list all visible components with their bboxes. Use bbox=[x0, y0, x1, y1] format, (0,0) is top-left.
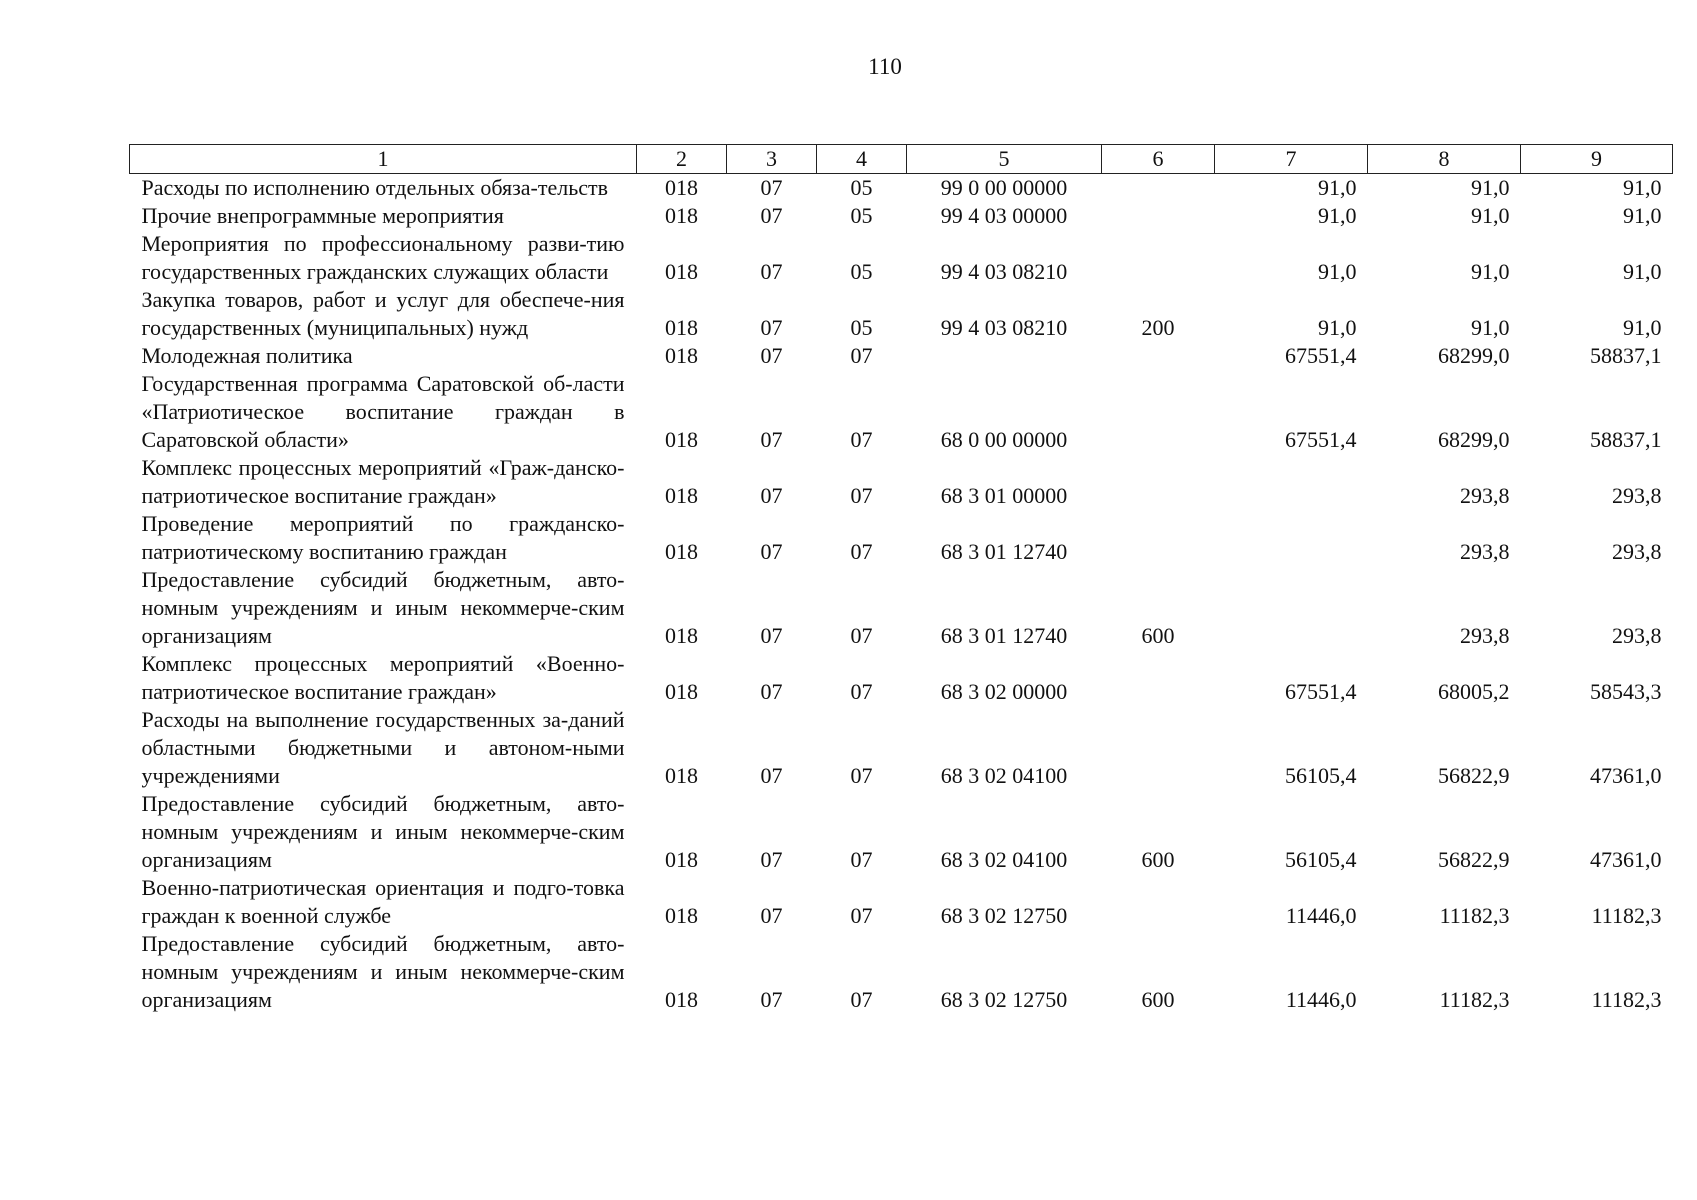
row-value-cell: 05 bbox=[850, 315, 873, 340]
row-value-cell: 07 bbox=[850, 539, 873, 564]
row-value-cell: 68 3 02 04100 bbox=[940, 847, 1068, 872]
row-value-cell: 018 bbox=[665, 539, 698, 564]
row-value-cell: 68 3 01 12740 bbox=[940, 623, 1068, 648]
row-value-cell: 07 bbox=[760, 427, 783, 452]
row-value-cell: 07 bbox=[760, 175, 783, 200]
table-row bbox=[130, 510, 1673, 566]
row-value-cell: 58837,1 bbox=[1590, 343, 1662, 368]
row-value-cell: 11182,3 bbox=[1591, 903, 1662, 928]
row-value-cell: 68299,0 bbox=[1438, 343, 1510, 368]
row-value-cell: 68 3 01 12740 bbox=[940, 539, 1068, 564]
row-value-cell: 58837,1 bbox=[1590, 427, 1662, 452]
row-value-cell: 68 3 02 12750 bbox=[940, 903, 1068, 928]
row-value-cell: 68 3 02 04100 bbox=[940, 763, 1068, 788]
row-value-cell bbox=[1102, 874, 1215, 930]
row-name-cell: Предоставление субсидий бюджетным, авто-номным учреждениям и иным некоммерче-ским организациям bbox=[141, 567, 625, 648]
column-header: 8 bbox=[1368, 145, 1521, 174]
row-value-cell: 67551,4 bbox=[1285, 427, 1357, 452]
row-value-cell: 91,0 bbox=[1471, 175, 1510, 200]
row-value-cell: 07 bbox=[760, 763, 783, 788]
row-value-cell: 91,0 bbox=[1471, 203, 1510, 228]
row-value-cell: 56105,4 bbox=[1285, 847, 1357, 872]
row-value-cell: 293,8 bbox=[1460, 623, 1510, 648]
column-header: 5 bbox=[907, 145, 1102, 174]
row-value-cell: 47361,0 bbox=[1590, 763, 1662, 788]
row-name-cell: Государственная программа Саратовской об-ласти «Патриотическое воспитание граждан в Саратовской области» bbox=[141, 371, 625, 452]
row-value-cell: 11182,3 bbox=[1439, 903, 1510, 928]
row-value-cell: 07 bbox=[760, 483, 783, 508]
row-value-cell: 018 bbox=[665, 483, 698, 508]
row-name-cell: Расходы на выполнение государственных за-даний областными бюджетными и автоном-ными учреждениями bbox=[141, 707, 625, 788]
row-value-cell: 47361,0 bbox=[1590, 847, 1662, 872]
table-row bbox=[130, 286, 1673, 342]
row-value-cell: 07 bbox=[760, 987, 783, 1012]
row-value-cell: 91,0 bbox=[1623, 259, 1662, 284]
row-value-cell: 07 bbox=[850, 903, 873, 928]
row-value-cell: 07 bbox=[760, 259, 783, 284]
row-value-cell: 018 bbox=[665, 427, 698, 452]
row-value-cell bbox=[1102, 706, 1215, 790]
table-row bbox=[130, 230, 1673, 286]
row-value-cell: 91,0 bbox=[1471, 315, 1510, 340]
row-value-cell bbox=[1102, 454, 1215, 510]
row-value-cell: 200 bbox=[1141, 315, 1175, 340]
row-value-cell: 07 bbox=[760, 623, 783, 648]
table-row bbox=[130, 342, 1673, 370]
row-value-cell: 11182,3 bbox=[1591, 987, 1662, 1012]
table-row bbox=[130, 874, 1673, 930]
column-header: 3 bbox=[727, 145, 817, 174]
column-header: 1 bbox=[130, 145, 637, 174]
table-body bbox=[130, 174, 1673, 1015]
row-name-cell: Комплекс процессных мероприятий «Военно-патриотическое воспитание граждан» bbox=[141, 651, 625, 704]
column-header: 4 bbox=[817, 145, 907, 174]
row-value-cell: 018 bbox=[665, 343, 698, 368]
row-value-cell: 07 bbox=[850, 987, 873, 1012]
row-value-cell: 293,8 bbox=[1460, 539, 1510, 564]
row-name-cell: Закупка товаров, работ и услуг для обеспече-ния государственных (муниципальных) нужд bbox=[141, 287, 625, 340]
row-value-cell: 07 bbox=[850, 483, 873, 508]
row-value-cell bbox=[1102, 230, 1215, 286]
row-value-cell: 07 bbox=[850, 343, 873, 368]
row-name-cell: Прочие внепрограммные мероприятия bbox=[141, 203, 504, 228]
row-value-cell: 99 4 03 08210 bbox=[940, 259, 1068, 284]
row-value-cell: 293,8 bbox=[1612, 483, 1662, 508]
row-value-cell: 68299,0 bbox=[1438, 427, 1510, 452]
row-value-cell bbox=[1215, 454, 1368, 510]
column-header: 9 bbox=[1521, 145, 1673, 174]
header-row bbox=[130, 145, 1673, 174]
row-value-cell: 67551,4 bbox=[1285, 343, 1357, 368]
row-value-cell: 07 bbox=[760, 903, 783, 928]
row-value-cell: 58543,3 bbox=[1590, 679, 1662, 704]
row-value-cell: 018 bbox=[665, 259, 698, 284]
column-header: 7 bbox=[1215, 145, 1368, 174]
table-row bbox=[130, 650, 1673, 706]
row-value-cell: 018 bbox=[665, 903, 698, 928]
column-header: 6 bbox=[1102, 145, 1215, 174]
row-name-cell: Проведение мероприятий по гражданско-патриотическому воспитанию граждан bbox=[141, 511, 625, 564]
row-value-cell: 600 bbox=[1141, 987, 1175, 1012]
row-name-cell: Мероприятия по профессиональному разви-тию государственных гражданских служащих области bbox=[141, 231, 625, 284]
table-row bbox=[130, 174, 1673, 203]
row-value-cell: 07 bbox=[850, 623, 873, 648]
row-name-cell: Предоставление субсидий бюджетным, авто-номным учреждениям и иным некоммерче-ским организациям bbox=[141, 791, 625, 872]
row-value-cell: 91,0 bbox=[1318, 203, 1357, 228]
row-value-cell: 07 bbox=[850, 679, 873, 704]
row-value-cell: 91,0 bbox=[1623, 315, 1662, 340]
page-number: 110 bbox=[868, 54, 902, 79]
row-value-cell: 91,0 bbox=[1318, 315, 1357, 340]
row-value-cell: 91,0 bbox=[1623, 175, 1662, 200]
row-value-cell: 11182,3 bbox=[1439, 987, 1510, 1012]
row-value-cell: 99 0 00 00000 bbox=[940, 175, 1068, 200]
table-row bbox=[130, 706, 1673, 790]
row-value-cell: 018 bbox=[665, 175, 698, 200]
row-value-cell: 68 3 02 12750 bbox=[940, 987, 1068, 1012]
row-value-cell: 11446,0 bbox=[1285, 903, 1357, 928]
row-value-cell: 600 bbox=[1141, 847, 1175, 872]
row-value-cell: 600 bbox=[1141, 623, 1175, 648]
row-value-cell: 018 bbox=[665, 203, 698, 228]
row-value-cell: 05 bbox=[850, 259, 873, 284]
row-name-cell: Предоставление субсидий бюджетным, авто-номным учреждениям и иным некоммерче-ским организациям bbox=[141, 931, 625, 1012]
table-row bbox=[130, 370, 1673, 454]
row-value-cell: 018 bbox=[665, 847, 698, 872]
row-value-cell: 56822,9 bbox=[1438, 847, 1510, 872]
row-value-cell bbox=[1102, 650, 1215, 706]
row-value-cell: 99 4 03 00000 bbox=[940, 203, 1068, 228]
budget-table bbox=[129, 144, 1673, 1014]
row-value-cell: 56105,4 bbox=[1285, 763, 1357, 788]
row-value-cell bbox=[1215, 510, 1368, 566]
row-value-cell: 293,8 bbox=[1612, 539, 1662, 564]
row-value-cell: 07 bbox=[850, 427, 873, 452]
row-name-cell: Расходы по исполнению отдельных обяза-тельств bbox=[141, 175, 609, 200]
row-value-cell bbox=[1102, 370, 1215, 454]
table-row bbox=[130, 454, 1673, 510]
row-value-cell: 05 bbox=[850, 203, 873, 228]
row-value-cell: 67551,4 bbox=[1285, 679, 1357, 704]
row-value-cell: 99 4 03 08210 bbox=[940, 315, 1068, 340]
row-value-cell: 91,0 bbox=[1318, 175, 1357, 200]
row-value-cell: 07 bbox=[850, 847, 873, 872]
row-value-cell: 07 bbox=[760, 203, 783, 228]
row-name-cell: Молодежная политика bbox=[141, 343, 353, 368]
row-value-cell: 018 bbox=[665, 763, 698, 788]
row-value-cell: 07 bbox=[760, 847, 783, 872]
row-value-cell: 68 3 02 00000 bbox=[940, 679, 1068, 704]
row-value-cell: 018 bbox=[665, 679, 698, 704]
row-value-cell bbox=[1102, 202, 1215, 230]
row-value-cell: 018 bbox=[665, 315, 698, 340]
row-value-cell: 56822,9 bbox=[1438, 763, 1510, 788]
row-value-cell bbox=[907, 342, 1102, 370]
row-value-cell: 68 0 00 00000 bbox=[940, 427, 1068, 452]
row-value-cell: 018 bbox=[665, 623, 698, 648]
table-row bbox=[130, 790, 1673, 874]
row-value-cell: 293,8 bbox=[1460, 483, 1510, 508]
table-row bbox=[130, 202, 1673, 230]
row-value-cell: 293,8 bbox=[1612, 623, 1662, 648]
row-value-cell: 68005,2 bbox=[1438, 679, 1510, 704]
table-row bbox=[130, 566, 1673, 650]
row-value-cell: 05 bbox=[850, 175, 873, 200]
row-name-cell: Военно-патриотическая ориентация и подго-товка граждан к военной службе bbox=[141, 875, 625, 928]
row-name-cell: Комплекс процессных мероприятий «Граж-данско-патриотическое воспитание граждан» bbox=[141, 455, 625, 508]
row-value-cell bbox=[1102, 342, 1215, 370]
row-value-cell: 91,0 bbox=[1318, 259, 1357, 284]
row-value-cell bbox=[1102, 174, 1215, 203]
row-value-cell bbox=[1215, 566, 1368, 650]
row-value-cell: 018 bbox=[665, 987, 698, 1012]
row-value-cell: 11446,0 bbox=[1285, 987, 1357, 1012]
row-value-cell: 07 bbox=[760, 315, 783, 340]
row-value-cell: 07 bbox=[760, 679, 783, 704]
column-header: 2 bbox=[637, 145, 727, 174]
row-value-cell: 07 bbox=[760, 343, 783, 368]
row-value-cell: 07 bbox=[760, 539, 783, 564]
row-value-cell: 91,0 bbox=[1471, 259, 1510, 284]
row-value-cell bbox=[1102, 510, 1215, 566]
table-row bbox=[130, 930, 1673, 1014]
row-value-cell: 68 3 01 00000 bbox=[940, 483, 1068, 508]
row-value-cell: 91,0 bbox=[1623, 203, 1662, 228]
row-value-cell: 07 bbox=[850, 763, 873, 788]
